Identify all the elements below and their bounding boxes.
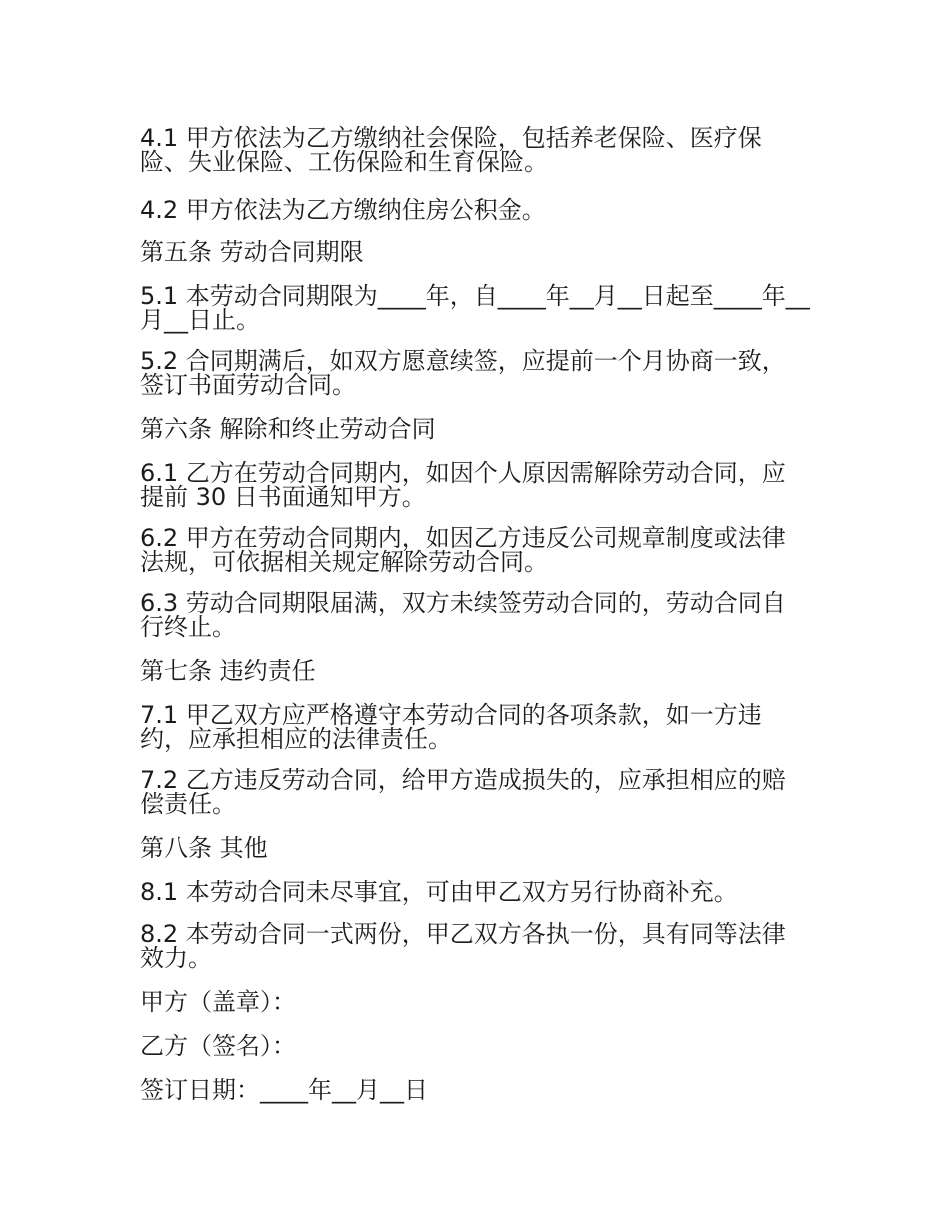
text-line: 5.2 合同期满后，如双方愿意续签，应提前一个月协商一致， (140, 347, 786, 375)
clause-4-1 (140, 126, 810, 174)
text-line: 8.1 本劳动合同未尽事宜，可由甲乙双方另行协商补充。 (140, 878, 738, 906)
article-7-heading (140, 659, 810, 683)
text-line: 7.2 乙方违反劳动合同，给甲方造成损失的，应承担相应的赔 (140, 766, 786, 794)
clause-8-1 (140, 880, 810, 904)
text-line: 偿责任。 (140, 790, 236, 818)
text-line: 签订书面劳动合同。 (140, 371, 356, 399)
party-a-signature (140, 990, 810, 1014)
text-line: 6.2 甲方在劳动合同期内，如因乙方违反公司规章制度或法律 (140, 524, 786, 552)
clause-4-2 (140, 198, 810, 222)
text-line: 4.2 甲方依法为乙方缴纳住房公积金。 (140, 196, 546, 224)
text-line: 6.1 乙方在劳动合同期内，如因个人原因需解除劳动合同，应 (140, 459, 786, 487)
clause-8-2 (140, 922, 810, 970)
article-8-heading (140, 836, 810, 860)
text-line: 4.1 甲方依法为乙方缴纳社会保险，包括养老保险、医疗保 (140, 124, 762, 152)
article-5-heading (140, 240, 810, 264)
clause-6-3 (140, 591, 810, 639)
clause-7-1 (140, 703, 810, 751)
section-heading: 第五条 劳动合同期限 (140, 238, 364, 266)
text-line: 8.2 本劳动合同一式两份，甲乙双方各执一份，具有同等法律 (140, 920, 786, 948)
clause-6-2 (140, 526, 810, 574)
section-heading: 第六条 解除和终止劳动合同 (140, 415, 436, 443)
text-line: 5.1 本劳动合同期限为____年，自____年__月__日起至____年__ (140, 282, 810, 310)
signature-line: 乙方（签名）： (140, 1032, 296, 1060)
clause-5-2 (140, 349, 810, 397)
text-line: 行终止。 (140, 613, 236, 641)
clause-6-1 (140, 461, 810, 509)
signing-date (140, 1078, 810, 1102)
section-heading: 第八条 其他 (140, 834, 268, 862)
signature-line: 甲方（盖章）： (140, 988, 296, 1016)
article-6-heading (140, 417, 810, 441)
party-b-signature (140, 1034, 810, 1058)
text-line: 法规，可依据相关规定解除劳动合同。 (140, 548, 548, 576)
text-line: 6.3 劳动合同期限届满，双方未续签劳动合同的，劳动合同自 (140, 589, 786, 617)
section-heading: 第七条 违约责任 (140, 657, 316, 685)
clause-5-1 (140, 284, 810, 332)
date-line: 签订日期：____年__月__日 (140, 1076, 428, 1104)
text-line: 7.1 甲乙双方应严格遵守本劳动合同的各项条款，如一方违 (140, 701, 762, 729)
text-line: 提前 30 日书面通知甲方。 (140, 483, 426, 511)
document-page (140, 126, 810, 1102)
clause-7-2 (140, 768, 810, 816)
text-line: 月__日止。 (140, 306, 260, 334)
text-line: 效力。 (140, 944, 212, 972)
text-line: 险、失业保险、工伤保险和生育保险。 (140, 148, 548, 176)
text-line: 约，应承担相应的法律责任。 (140, 725, 452, 753)
